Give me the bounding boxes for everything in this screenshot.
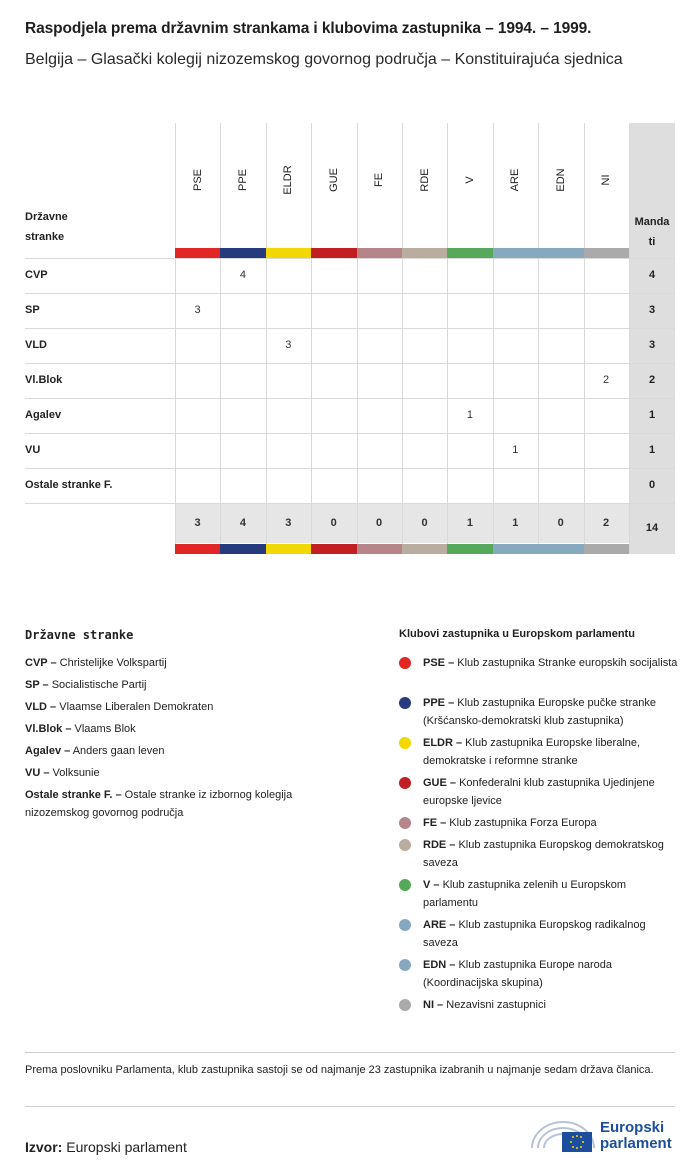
row-divider — [25, 328, 675, 329]
row-total: 0 — [648, 479, 656, 491]
row-divider — [25, 503, 675, 504]
column-color-bar — [266, 248, 311, 258]
column-header-label: EDN — [554, 168, 567, 192]
column-color-bar-bottom — [175, 544, 220, 554]
european-parliament-logo — [528, 1114, 678, 1158]
logo-text-line-1: Europski — [600, 1119, 665, 1136]
column-header-label: ELDR — [282, 165, 295, 195]
row-total: 1 — [648, 409, 656, 421]
legend-party-item — [25, 764, 325, 782]
table-cell: 2 — [603, 374, 610, 386]
row-label: SP — [25, 304, 40, 316]
total-header-line-1: Manda — [634, 216, 670, 228]
column-color-bar-bottom — [357, 544, 402, 554]
column-total: 1 — [512, 517, 519, 529]
legend-abbr: CVP – — [25, 657, 57, 669]
page-title: Raspodjela prema državnim strankama i klubovima zastupnika – 1994. – 1999. — [25, 20, 592, 37]
total-header-line-2: ti — [648, 236, 656, 248]
legend-group-item — [423, 654, 678, 672]
table-cell: 1 — [512, 444, 519, 456]
row-header-line-2: stranke — [25, 231, 65, 243]
column-total: 1 — [466, 517, 473, 529]
legend-text: Volksunie — [49, 767, 100, 779]
column-header-label: ARE — [509, 168, 522, 192]
legend-group-item — [423, 916, 678, 952]
row-label: Agalev — [25, 409, 62, 421]
column-total: 0 — [376, 517, 383, 529]
logo-text-line-2: parlament — [600, 1135, 672, 1152]
legend-text: Klub zastupnika Stranke europskih socijalista — [454, 657, 678, 669]
legend-party-item — [25, 676, 325, 694]
legend-abbr: Agalev – — [25, 745, 71, 757]
column-color-bar-bottom — [402, 544, 447, 554]
source-value: Europski parlament — [62, 1139, 187, 1155]
legend-abbr: EDN – — [423, 959, 456, 971]
legend-abbr: VU – — [25, 767, 50, 779]
column-header-eldr — [266, 120, 311, 245]
legend-color-dot — [399, 959, 411, 971]
legend-color-dot — [399, 737, 411, 749]
legend-abbr: NI – — [423, 999, 444, 1011]
row-header — [25, 207, 68, 247]
row-label: Ostale stranke F. — [25, 479, 113, 491]
column-total: 0 — [557, 517, 564, 529]
row-divider — [25, 258, 675, 259]
source — [25, 1139, 187, 1155]
legend-text: Klub zastupnika Europskog demokratskog saveza — [423, 839, 664, 869]
table-cell: 1 — [466, 409, 473, 421]
legend-group-item — [423, 814, 678, 832]
row-divider — [25, 468, 675, 469]
legend-text: Klub zastupnika Europe naroda (Koordinacijska skupina) — [423, 959, 612, 989]
source-label: Izvor: — [25, 1139, 63, 1155]
legend-color-dot — [399, 839, 411, 851]
table-cell: 3 — [285, 339, 292, 351]
legend-group-item — [423, 734, 678, 770]
legend-text: Klub zastupnika Europskog radikalnog saveza — [423, 919, 646, 949]
column-color-bar-bottom — [538, 544, 583, 554]
row-label: VU — [25, 444, 41, 456]
legend-abbr: PSE – — [423, 657, 455, 669]
column-header-label: NI — [600, 174, 613, 186]
legend-parties-title: Državne stranke — [25, 628, 134, 642]
legend-abbr: ELDR – — [423, 737, 463, 749]
legend-color-dot — [399, 817, 411, 829]
column-header-label: V — [463, 176, 476, 184]
legend-party-item — [25, 742, 325, 760]
column-total: 3 — [194, 517, 201, 529]
legend-party-item — [25, 720, 325, 738]
separator — [25, 1106, 675, 1107]
legend-text: Klub zastupnika zelenih u Europskom parlamentu — [423, 879, 627, 909]
legend-group-item — [423, 996, 678, 1014]
column-header-label: PPE — [236, 168, 249, 192]
row-header-line-1: Državne — [25, 211, 68, 223]
hemicycle-icon — [528, 1114, 598, 1154]
column-color-bar — [220, 248, 265, 258]
column-header-fe — [357, 120, 402, 245]
column-color-bar-bottom — [493, 544, 538, 554]
column-header-pse — [175, 120, 220, 245]
legend-text: Anders gaan leven — [70, 745, 165, 757]
row-total: 1 — [648, 444, 656, 456]
legend-party-item — [25, 786, 325, 822]
column-total: 2 — [603, 517, 610, 529]
column-total: 0 — [330, 517, 337, 529]
legend-group-item — [423, 694, 678, 730]
column-total: 3 — [285, 517, 292, 529]
column-color-bar — [538, 248, 583, 258]
legend-group-item — [423, 956, 678, 992]
column-color-bar-bottom — [447, 544, 492, 554]
legend-text: Nezavisni zastupnici — [443, 999, 546, 1011]
row-total: 4 — [648, 269, 656, 281]
legend-abbr: ARE – — [423, 919, 456, 931]
separator — [25, 1052, 675, 1053]
column-header-label: FE — [373, 172, 386, 188]
column-color-bar — [447, 248, 492, 258]
table-cell: 4 — [239, 269, 246, 281]
total-header — [629, 212, 675, 252]
legend-party-item — [25, 698, 325, 716]
column-color-bar-bottom — [266, 544, 311, 554]
column-header-ni — [584, 120, 629, 245]
row-label: VLD — [25, 339, 47, 351]
legend-abbr: Vl.Blok – — [25, 723, 72, 735]
column-header-rde — [402, 120, 447, 245]
legend-text: Christelijke Volkspartij — [56, 657, 167, 669]
page-subtitle: Belgija – Glasački kolegij nizozemskog govornog područja – Konstituirajuća sjednica — [25, 51, 623, 68]
legend-groups-title: Klubovi zastupnika u Europskom parlamentu — [399, 628, 635, 640]
legend-abbr: SP – — [25, 679, 49, 691]
grand-total: 14 — [645, 522, 659, 534]
column-color-bar — [311, 248, 356, 258]
row-total: 3 — [648, 304, 656, 316]
column-color-bar — [402, 248, 447, 258]
legend-text: Klub zastupnika Europske pučke stranke (Kršćansko-demokratski klub zastupnika) — [423, 697, 656, 727]
legend-abbr: Ostale stranke F. – — [25, 789, 122, 801]
column-header-label: GUE — [327, 168, 340, 192]
column-color-bar-bottom — [584, 544, 629, 554]
column-total: 0 — [421, 517, 428, 529]
column-color-bar — [493, 248, 538, 258]
legend-group-item — [423, 876, 678, 912]
legend-abbr: VLD – — [25, 701, 57, 713]
row-divider — [25, 363, 675, 364]
legend-text: Klub zastupnika Forza Europa — [446, 817, 597, 829]
column-color-bar — [175, 248, 220, 258]
legend-abbr: FE – — [423, 817, 447, 829]
column-color-bar — [357, 248, 402, 258]
row-total: 3 — [648, 339, 656, 351]
row-label: CVP — [25, 269, 48, 281]
row-divider — [25, 398, 675, 399]
column-header-are — [493, 120, 538, 245]
column-header-gue — [311, 120, 356, 245]
legend-abbr: V – — [423, 879, 440, 891]
table-cell: 3 — [194, 304, 201, 316]
legend-text: Vlaamse Liberalen Demokraten — [56, 701, 214, 713]
column-header-v — [447, 120, 492, 245]
row-divider — [25, 293, 675, 294]
column-color-bar-bottom — [220, 544, 265, 554]
legend-color-dot — [399, 879, 411, 891]
legend-color-dot — [399, 999, 411, 1011]
column-color-bar-bottom — [311, 544, 356, 554]
row-divider — [25, 433, 675, 434]
legend-color-dot — [399, 777, 411, 789]
legend-abbr: RDE – — [423, 839, 456, 851]
column-color-bar — [584, 248, 629, 258]
footnote: Prema poslovniku Parlamenta, klub zastupnika sastoji se od najmanje 23 zastupnika izabranih u najmanje sedam država članica. — [25, 1064, 654, 1076]
legend-abbr: GUE – — [423, 777, 457, 789]
legend-color-dot — [399, 657, 411, 669]
column-header-label: PSE — [191, 168, 204, 192]
column-total: 4 — [239, 517, 246, 529]
legend-group-item — [423, 774, 678, 810]
legend-text: Socialistische Partij — [48, 679, 147, 691]
legend-text: Konfederalni klub zastupnika Ujedinjene europske ljevice — [423, 777, 655, 807]
row-total: 2 — [648, 374, 656, 386]
column-header-label: RDE — [418, 168, 431, 192]
legend-color-dot — [399, 919, 411, 931]
legend-party-item — [25, 654, 325, 672]
row-label: Vl.Blok — [25, 374, 63, 386]
legend-group-item — [423, 836, 678, 872]
legend-text: Klub zastupnika Europske liberalne, demokratske i reformne stranke — [423, 737, 641, 767]
column-header-edn — [538, 120, 583, 245]
legend-text: Vlaams Blok — [71, 723, 136, 735]
legend-color-dot — [399, 697, 411, 709]
column-header-ppe — [220, 120, 265, 245]
legend-text: Ostale stranke iz izbornog kolegija nizozemskog govornog područja — [25, 789, 293, 819]
legend-abbr: PPE – — [423, 697, 455, 709]
